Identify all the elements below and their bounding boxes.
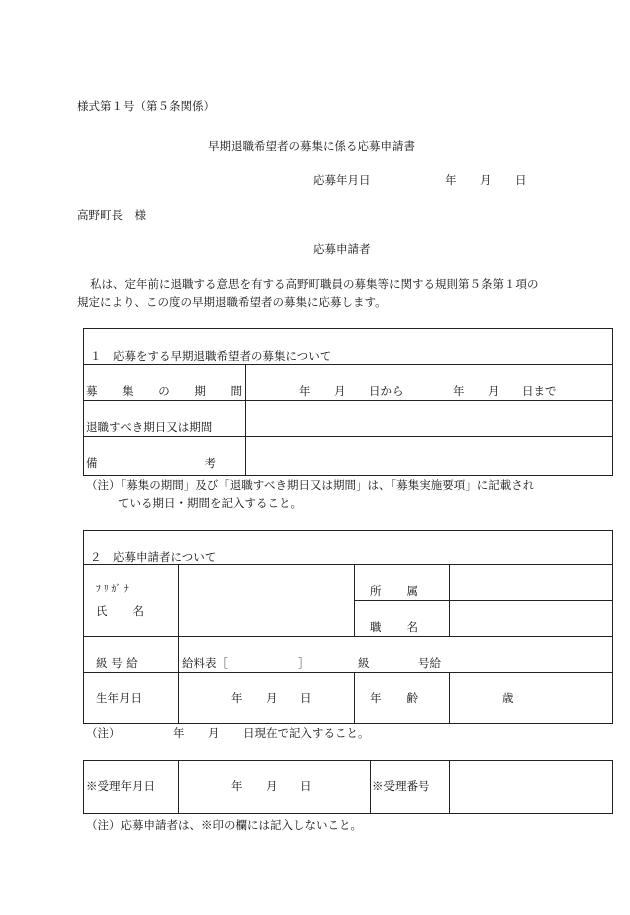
label-char: 集 (122, 384, 134, 398)
received-date-month: 月 (266, 779, 278, 793)
section3-column-divider (178, 760, 179, 814)
age-unit: 歳 (502, 691, 514, 705)
label-char: 属 (406, 584, 418, 598)
section1-heading: １ 応募をする早期退職希望者の募集について (90, 349, 332, 363)
application-date-day: 日 (515, 173, 527, 187)
label-char: 年 (370, 691, 382, 705)
received-date-year: 年 (231, 779, 243, 793)
salary-table-prefix: 給料表［ (182, 656, 228, 670)
birth-date-label: 生年月日 (96, 691, 142, 705)
section2-column-divider (178, 564, 179, 724)
age-label (370, 693, 418, 705)
period-start-month: 月 (334, 384, 346, 398)
label-char: 所 (370, 584, 382, 598)
salary-table-bracket-close: ］ (298, 656, 310, 670)
birth-date-month: 月 (266, 691, 278, 705)
section2-divider (354, 600, 613, 601)
application-date-month: 月 (480, 173, 492, 187)
salary-grade-unit: 級 (358, 656, 370, 670)
salary-step-unit: 号給 (418, 656, 441, 670)
addressee: 高野町長 様 (77, 208, 146, 222)
label-char: 考 (204, 456, 216, 470)
section1-divider (83, 364, 613, 365)
section2-note-suffix: 日現在で記入すること。 (243, 726, 370, 740)
label-char: 氏 (96, 604, 108, 618)
received-date-day: 日 (300, 779, 312, 793)
application-date-year: 年 (445, 173, 457, 187)
furigana-label: ﾌﾘｶﾞﾅ (96, 584, 132, 595)
section2-note-month: 月 (208, 726, 220, 740)
section1-divider (83, 436, 613, 437)
section2-divider (83, 636, 613, 637)
period-start-day: 日から (369, 384, 404, 398)
section2-divider (83, 564, 613, 565)
section1-divider (83, 400, 613, 401)
name-label (96, 606, 144, 618)
label-char: 間 (230, 384, 242, 398)
section2-column-divider (354, 672, 355, 724)
label-char: 齢 (406, 691, 418, 705)
grade-step-label: 級 号 給 (96, 656, 138, 670)
section2-column-divider (354, 564, 355, 636)
section3-border (83, 760, 613, 814)
label-char: の (158, 384, 170, 398)
page-title: 早期退職希望者の募集に係る応募申請書 (208, 139, 415, 153)
section1-column-divider (245, 364, 246, 476)
label-char: 備 (86, 456, 98, 470)
name-field[interactable] (182, 568, 350, 632)
affiliation-label (370, 586, 418, 598)
position-field[interactable] (453, 604, 609, 632)
label-char: 期 (194, 384, 206, 398)
period-start-year: 年 (299, 384, 311, 398)
retirement-date-field[interactable] (249, 404, 609, 432)
label-char: 名 (406, 620, 418, 634)
label-char: 募 (86, 384, 98, 398)
section3-column-divider (370, 760, 371, 814)
section3-note: （注）応募申請者は、※印の欄には記入しないこと。 (86, 818, 362, 832)
section1-note-line-2: ている期日・期間を記入すること。 (118, 496, 302, 510)
section2-column-divider (449, 672, 450, 724)
retirement-date-label: 退職すべき期日又は期間 (86, 420, 213, 434)
birth-date-year: 年 (231, 691, 243, 705)
application-date-label: 応募年月日 (313, 173, 371, 187)
body-line-2: 規定により、この度の早期退職希望者の募集に応募します。 (77, 295, 387, 309)
received-date-label: ※受理年月日 (86, 779, 155, 793)
form-number: 様式第１号（第５条関係） (77, 99, 215, 113)
section2-note-year: 年 (173, 726, 185, 740)
recruitment-period-label (86, 386, 242, 398)
section2-divider (83, 672, 613, 673)
period-end-day: 日まで (522, 384, 557, 398)
section3-column-divider (449, 760, 450, 814)
birth-date-day: 日 (300, 691, 312, 705)
remarks-field[interactable] (249, 440, 609, 472)
body-line-1: 私は、定年前に退職する意思を有する高野町職員の募集等に関する規則第５条第１項の (90, 277, 539, 291)
section2-column-divider (449, 564, 450, 636)
period-end-year: 年 (453, 384, 465, 398)
remarks-label (86, 458, 216, 470)
applicant-label: 応募申請者 (313, 242, 371, 256)
position-label (370, 622, 418, 634)
section2-heading: ２ 応募申請者について (90, 550, 217, 564)
received-number-label: ※受理番号 (372, 779, 430, 793)
label-char: 名 (132, 604, 144, 618)
section1-note-line-1: （注）「募集の期間」及び「退職すべき期日又は期間」は、「募集実施要項」に記載され (86, 478, 535, 492)
period-end-month: 月 (488, 384, 500, 398)
affiliation-field[interactable] (453, 568, 609, 596)
label-char: 職 (370, 620, 382, 634)
section2-note-prefix: （注） (86, 726, 121, 740)
